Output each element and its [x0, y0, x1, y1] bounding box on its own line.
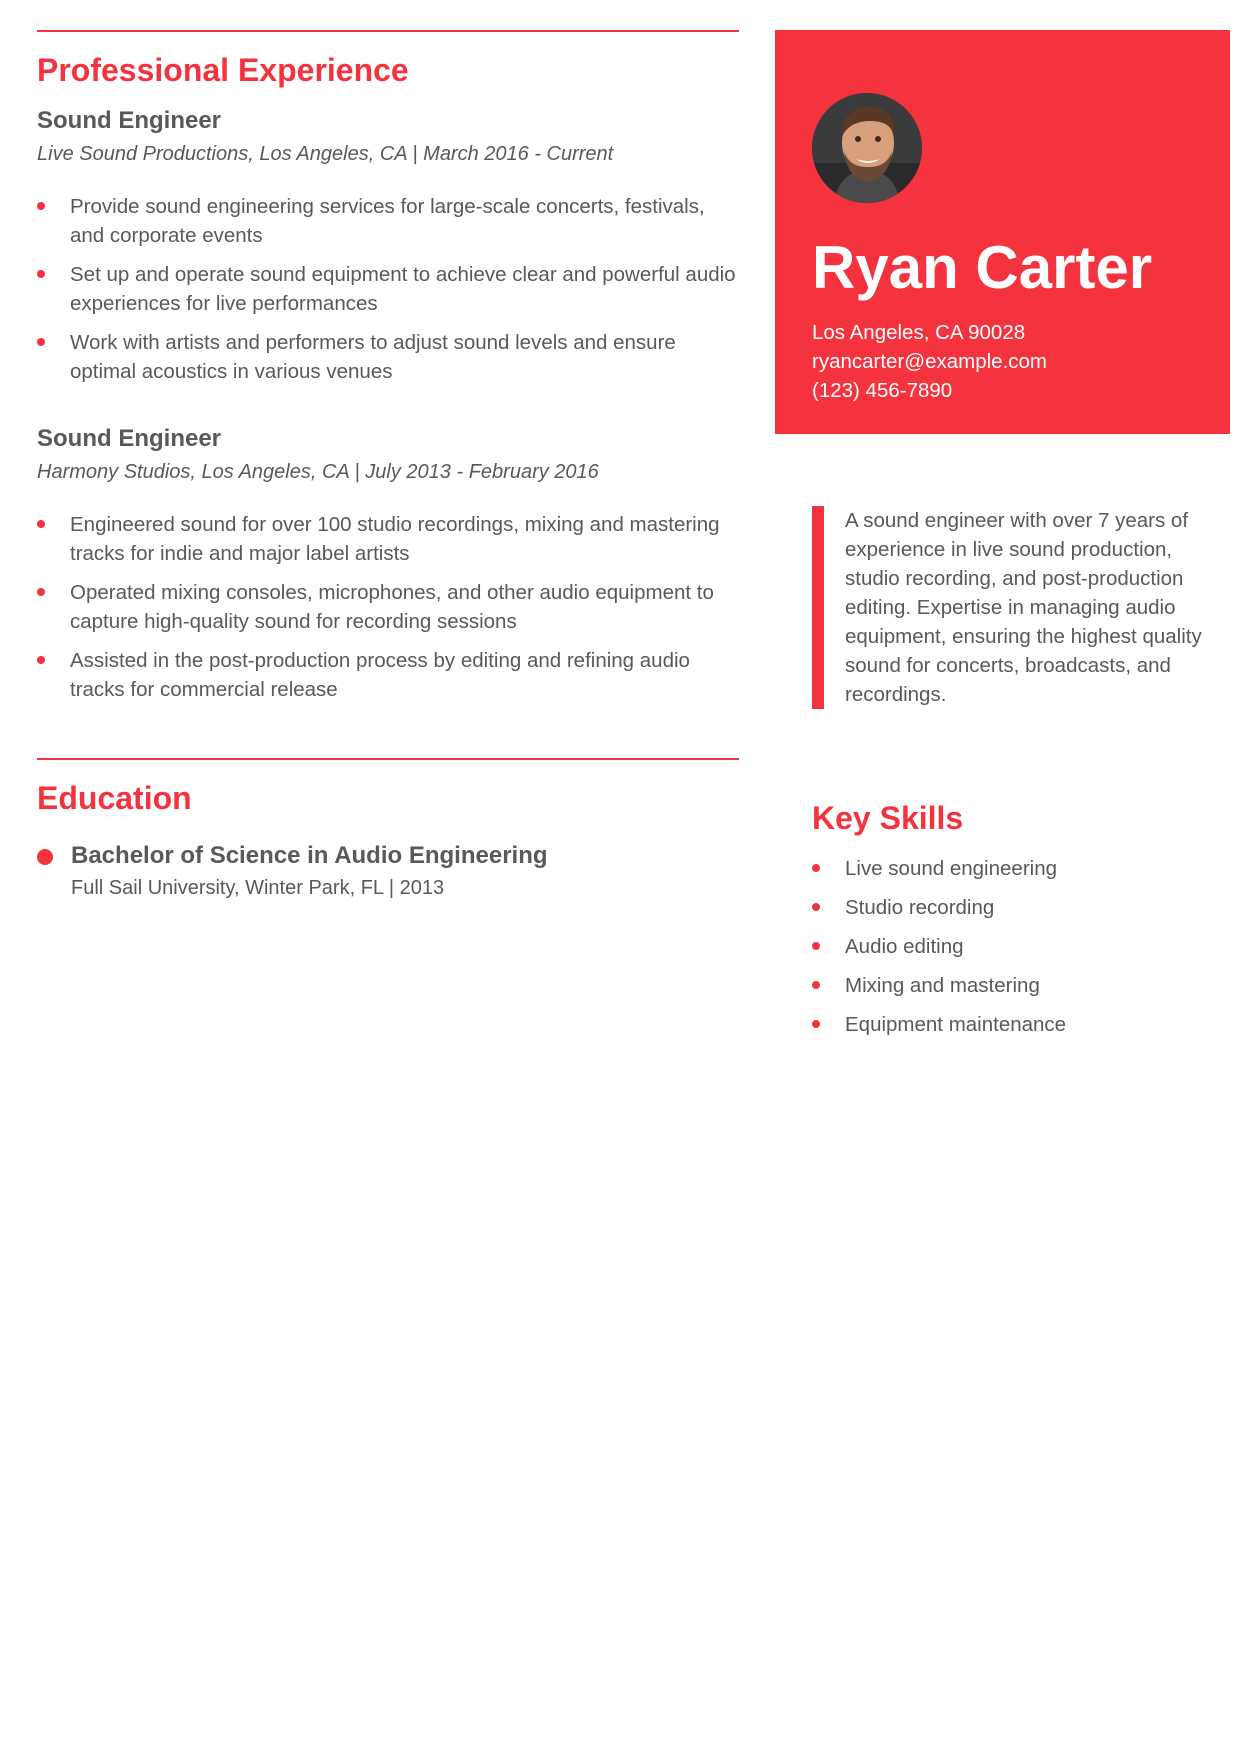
- avatar: [812, 93, 922, 203]
- skill-text: Live sound engineering: [845, 857, 1057, 880]
- contact-location: Los Angeles, CA 90028: [812, 321, 1026, 344]
- header-panel: [775, 30, 1230, 434]
- list-item: [37, 192, 739, 250]
- section-divider: [37, 30, 739, 32]
- job-meta: Harmony Studios, Los Angeles, CA | July 2013 - February 2016: [37, 461, 599, 483]
- contact-block: [812, 318, 1047, 405]
- skills-list: [812, 854, 1212, 1039]
- summary-block: [812, 506, 1225, 709]
- skill-text: Studio recording: [845, 896, 995, 919]
- skills-section: [812, 798, 1212, 1049]
- contact-email[interactable]: ryancarter@example.com: [812, 350, 1047, 373]
- bullet-icon: [37, 849, 53, 865]
- list-item: [812, 932, 1212, 961]
- candidate-name: Ryan Carter: [812, 234, 1153, 301]
- bullet-text: Provide sound engineering services for large-scale concerts, festivals, and corporate events: [70, 195, 705, 247]
- bullet-icon: [812, 864, 820, 872]
- list-item: [812, 1010, 1212, 1039]
- bullet-icon: [37, 202, 45, 210]
- bullet-icon: [37, 656, 45, 664]
- education-entry: [37, 840, 739, 902]
- section-divider: [37, 758, 739, 760]
- bullet-icon: [812, 903, 820, 911]
- list-item: [37, 646, 739, 704]
- job-meta: Live Sound Productions, Los Angeles, CA | March 2016 - Current: [37, 143, 614, 165]
- bullet-icon: [812, 942, 820, 950]
- bullet-text: Engineered sound for over 100 studio recordings, mixing and mastering tracks for indie and major label artists: [70, 513, 720, 565]
- summary-text: A sound engineer with over 7 years of experience in live sound production, studio recording, and post-production editing. Expertise in managing audio equipment, ensuring the highest quality sound for concerts, broadcasts, and recordings.: [845, 509, 1202, 706]
- bullet-text: Work with artists and performers to adjust sound levels and ensure optimal acoustics in various venues: [70, 331, 676, 383]
- bullet-icon: [37, 588, 45, 596]
- education-degree: Bachelor of Science in Audio Engineering: [71, 842, 548, 869]
- list-item: [37, 578, 739, 636]
- education-heading: Education: [37, 780, 192, 816]
- skill-text: Mixing and mastering: [845, 974, 1040, 997]
- bullet-text: Assisted in the post-production process by editing and refining audio tracks for commercial release: [70, 649, 690, 701]
- list-item: [37, 328, 739, 386]
- bullet-icon: [812, 1020, 820, 1028]
- job-entry: [37, 106, 739, 386]
- bullet-text: Set up and operate sound equipment to achieve clear and powerful audio experiences for live performances: [70, 263, 736, 315]
- experience-heading: Professional Experience: [37, 52, 409, 88]
- job-bullets: [37, 192, 739, 386]
- bullet-icon: [812, 981, 820, 989]
- summary-accent-bar: [812, 506, 824, 709]
- bullet-text: Operated mixing consoles, microphones, and other audio equipment to capture high-quality sound for recording sessions: [70, 581, 714, 633]
- job-entry: [37, 424, 739, 704]
- list-item: [812, 893, 1212, 922]
- list-item: [812, 971, 1212, 1000]
- profile-photo-icon: [812, 93, 922, 203]
- left-column: [37, 30, 739, 902]
- job-title: Sound Engineer: [37, 425, 222, 452]
- skill-text: Equipment maintenance: [845, 1013, 1067, 1036]
- job-bullets: [37, 510, 739, 704]
- list-item: [812, 854, 1212, 883]
- education-meta: Full Sail University, Winter Park, FL | 2013: [71, 877, 445, 899]
- skills-heading: Key Skills: [812, 800, 964, 836]
- bullet-icon: [37, 270, 45, 278]
- list-item: [37, 510, 739, 568]
- bullet-icon: [37, 520, 45, 528]
- contact-phone[interactable]: (123) 456-7890: [812, 379, 953, 402]
- list-item: [37, 260, 739, 318]
- job-title: Sound Engineer: [37, 107, 222, 134]
- bullet-icon: [37, 338, 45, 346]
- skill-text: Audio editing: [845, 935, 964, 958]
